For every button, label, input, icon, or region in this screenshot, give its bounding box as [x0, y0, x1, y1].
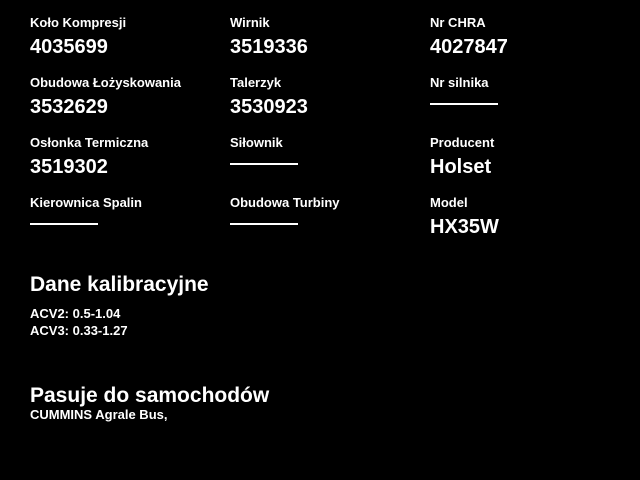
part-cell-2	[430, 16, 630, 76]
part-value: 3519302	[30, 156, 108, 178]
part-label: Siłownik	[230, 136, 283, 150]
part-cell-7	[230, 136, 430, 196]
part-cell-0	[30, 16, 230, 76]
part-value: 4035699	[30, 36, 108, 58]
part-value: 3530923	[230, 96, 308, 118]
part-label: Producent	[430, 136, 495, 150]
part-cell-5	[430, 76, 630, 136]
empty-value-dash	[430, 103, 498, 105]
compatibility-section	[30, 384, 640, 422]
part-label: Obudowa Łożyskowania	[30, 76, 181, 90]
part-label: Nr silnika	[430, 76, 489, 90]
calibration-section	[30, 273, 640, 339]
empty-value-dash	[230, 163, 298, 165]
compatibility-vehicles: CUMMINS Agrale Bus,	[30, 407, 168, 422]
part-cell-9	[30, 196, 230, 256]
part-value: Holset	[430, 156, 492, 178]
part-label: Obudowa Turbiny	[230, 196, 340, 210]
empty-value-dash	[230, 223, 298, 225]
empty-value-dash	[30, 223, 98, 225]
part-cell-11	[430, 196, 630, 256]
part-cell-6	[30, 136, 230, 196]
part-label: Wirnik	[230, 16, 270, 30]
part-value: 4027847	[430, 36, 508, 58]
part-value: 3519336	[230, 36, 308, 58]
part-label: Koło Kompresji	[30, 16, 127, 30]
part-value: HX35W	[430, 216, 499, 238]
calibration-line-acv2: ACV2: 0.5-1.04	[30, 306, 121, 321]
calibration-lines	[30, 305, 640, 339]
part-cell-1	[230, 16, 430, 76]
part-label: Kierownica Spalin	[30, 196, 142, 210]
part-cell-3	[30, 76, 230, 136]
part-label: Osłonka Termiczna	[30, 136, 149, 150]
calibration-line-acv3: ACV3: 0.33-1.27	[30, 323, 128, 338]
part-label: Talerzyk	[230, 76, 282, 90]
part-label: Model	[430, 196, 468, 210]
part-value: 3532629	[30, 96, 108, 118]
calibration-heading: Dane kalibracyjne	[30, 273, 209, 296]
part-cell-8	[430, 136, 630, 196]
compatibility-heading: Pasuje do samochodów	[30, 384, 270, 407]
part-label: Nr CHRA	[430, 16, 486, 30]
part-cell-4	[230, 76, 430, 136]
part-cell-10	[230, 196, 430, 256]
